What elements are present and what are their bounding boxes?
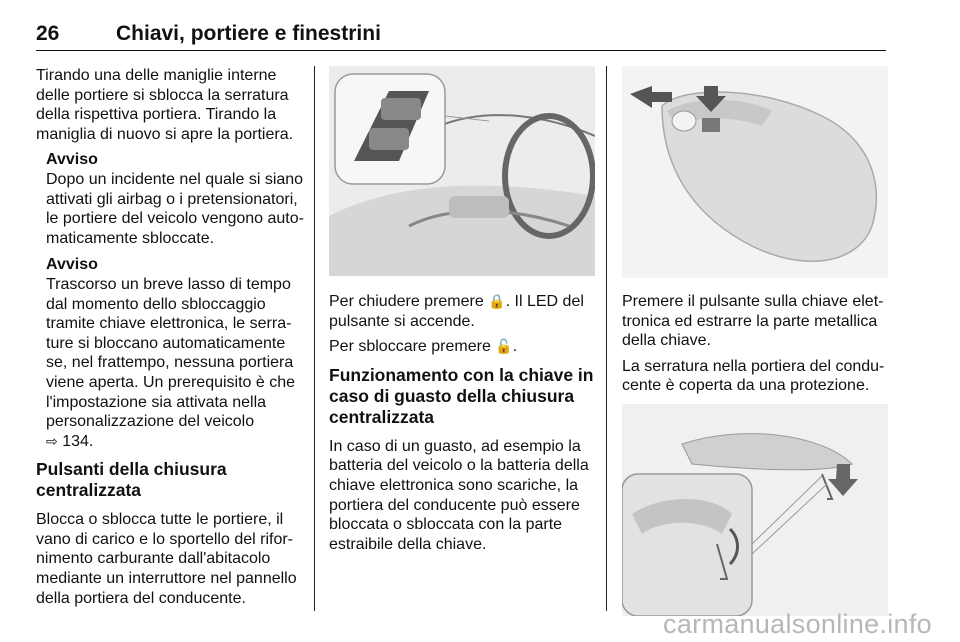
- unlock-icon: 🔓: [495, 338, 513, 355]
- door-panel-illustration: [329, 66, 595, 276]
- intro-paragraph: Tirando una delle maniglie interne delle portiere si sblocca la serratura della rispettiva portiera. Tirando la maniglia di nuovo si apre la portiera.: [36, 67, 294, 143]
- section-body: In caso di un guasto, ad esempio la batteria del veicolo o la batteria della chiave elettronica sono scariche, la portiera del conducente può essere bloccata o sbloccata con la parte estraibile della chiave.: [329, 437, 589, 553]
- note-title: Avviso: [46, 256, 98, 274]
- note-text: Dopo un incidente nel quale si siano attivati gli airbag o i pretensionatori, le portiere del veicolo vengono auto-maticamente sbloccate.: [46, 170, 304, 247]
- watermark: carmanualsonline.info: [663, 609, 932, 639]
- unlock-instruction-text: Per sbloccare premere: [329, 338, 491, 356]
- page-reference-arrow-icon: ⇨: [46, 432, 58, 449]
- page-number: 26: [36, 22, 60, 45]
- column-divider: [314, 66, 315, 611]
- page-header: [36, 22, 886, 51]
- door-handle-illustration: [622, 404, 888, 616]
- chapter-title: Chiavi, portiere e finestrini: [116, 22, 381, 45]
- column-middle: [329, 66, 595, 560]
- note-airbag: [36, 150, 304, 248]
- section-body: Blocca o sblocca tutte le portiere, il vano di carico e lo sportello del rifor-nimento carburante dall'abitacolo mediante un interruttore nel pannello della portiera del conducente.: [36, 511, 297, 607]
- lock-instruction-text-end: . Il LED del pulsante si accende.: [329, 293, 584, 330]
- section-heading: Funzionamento con la chiave in caso di guasto della chiusura centralizzata: [329, 364, 594, 427]
- column-right: [622, 66, 888, 616]
- column-left: [36, 66, 304, 614]
- note-title: Avviso: [46, 151, 98, 169]
- page-reference-link[interactable]: 134.: [62, 432, 94, 450]
- column-divider: [606, 66, 607, 611]
- lock-cover-text: La serratura nella portiera del condu-cente è coperta da una protezione.: [622, 357, 885, 395]
- key-instruction: Premere il pulsante sulla chiave elet-tronica ed estrarre la parte metallica della chiave.: [622, 293, 884, 350]
- unlock-instruction-text-end: .: [512, 338, 518, 356]
- lock-icon: 🔒: [488, 293, 506, 309]
- note-text: Trascorso un breve lasso di tempo dal momento dello sbloccaggio tramite chiave elettronica, le serra-ture si bloccano automaticamente se, nel frattempo, nessuna portiera viene aperta. Un prerequisito è che l'impostazione sia attivata nella personalizzazione del veicolo: [46, 275, 296, 431]
- lock-instruction: [329, 292, 595, 331]
- key-illustration: [622, 66, 888, 278]
- note-relock: [36, 255, 304, 451]
- lock-instruction-text: Per chiudere premere: [329, 293, 484, 310]
- section-heading: Pulsanti della chiusura centralizzata: [36, 459, 227, 501]
- unlock-instruction: [329, 337, 595, 357]
